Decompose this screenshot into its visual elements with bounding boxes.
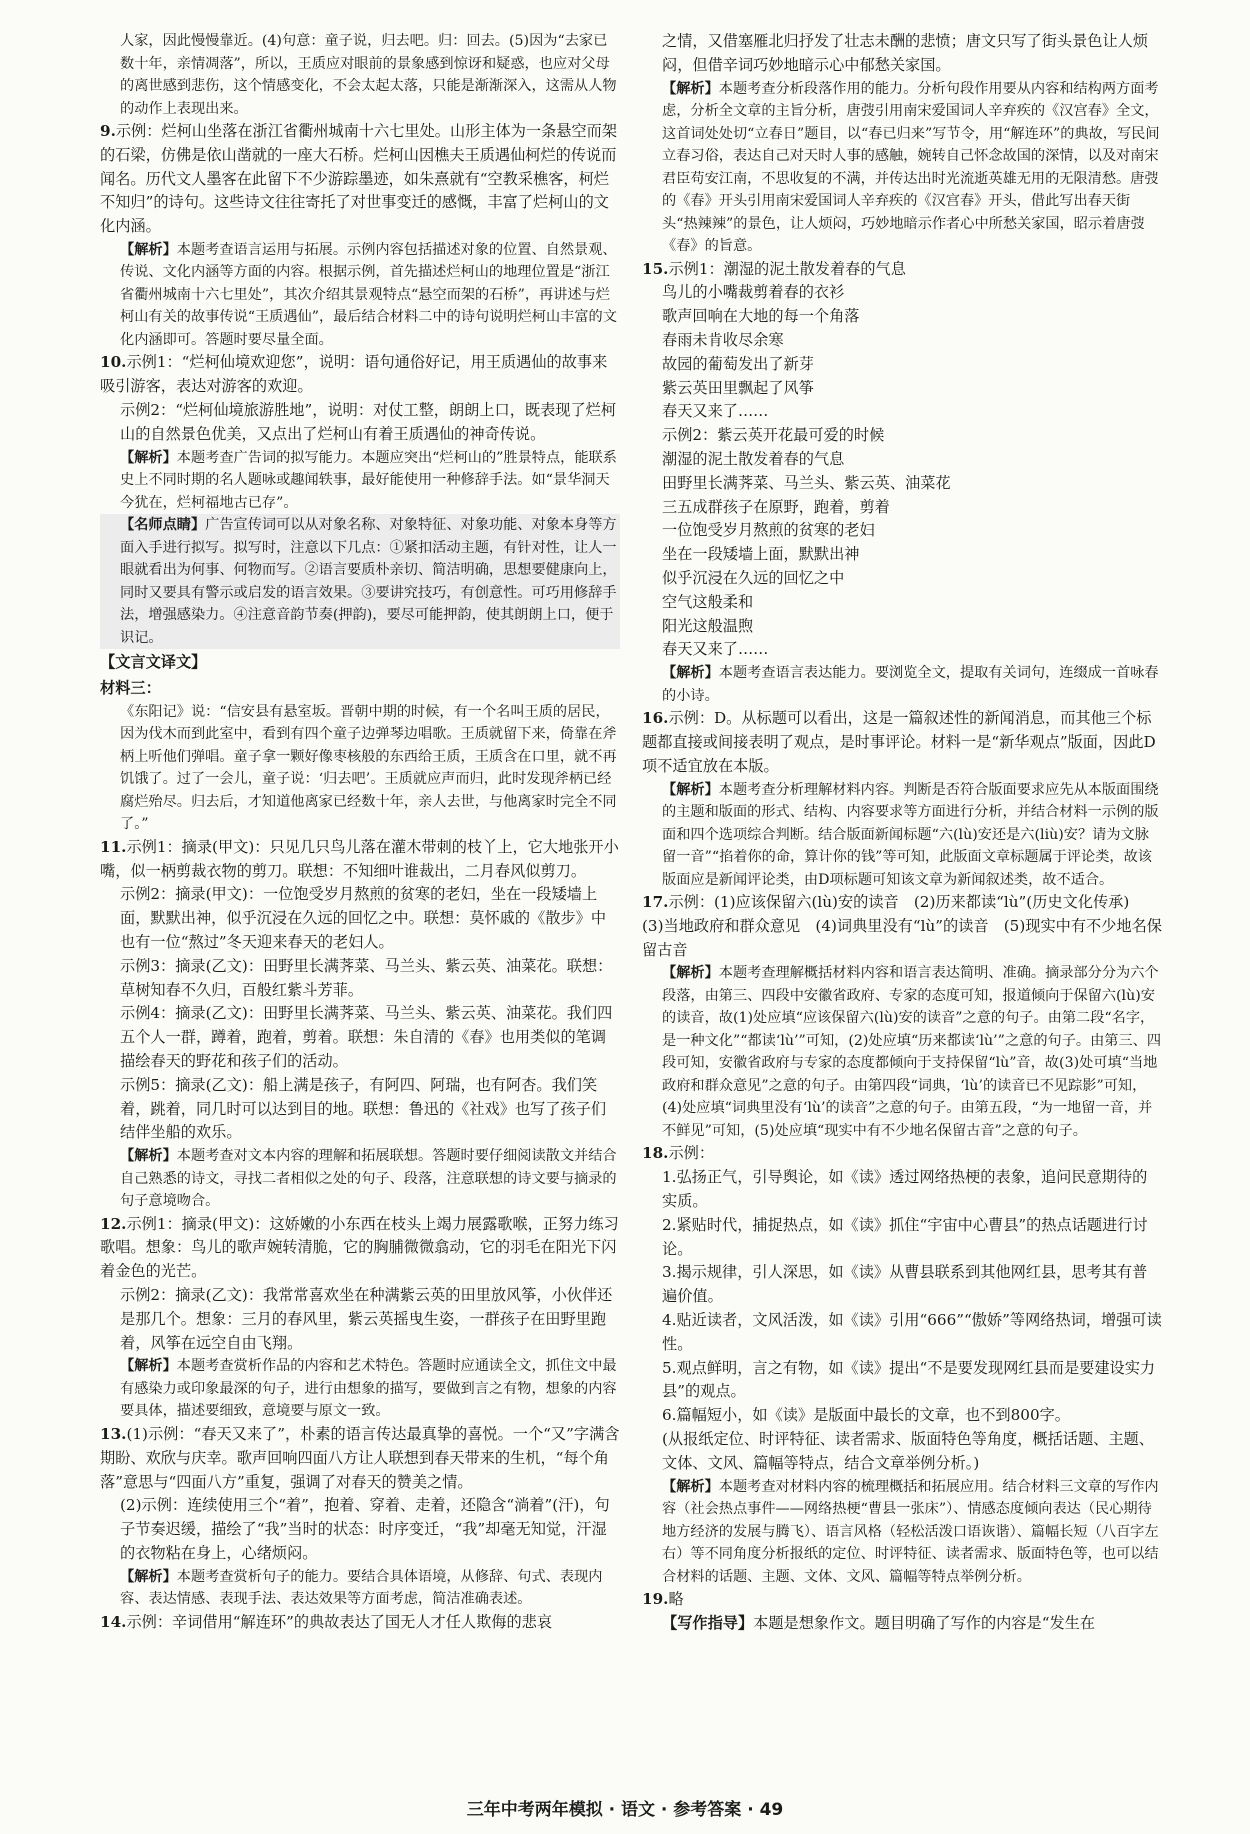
- paragraph: [642, 424, 1162, 448]
- paragraph-text: (1)示例：“春天又来了”，朴素的语言传达最真挚的喜悦。一个“又”字满含期盼、欢欣与庆幸。歌声回响四面八方让人联想到春天带来的生机，“每个角落”意思与“四面八方”重复，强调了对春天的赞美之情。: [100, 1424, 620, 1491]
- paragraph: [100, 701, 620, 836]
- paragraph: [100, 1002, 620, 1073]
- paragraph-text: 示例2：摘录(乙文)：我常常喜欢坐在种满紫云英的田里放风筝，小伙伴还是那几个。想象：三月的春风里，紫云英摇曳生姿，一群孩子在田野里跑着，风筝在远空自由飞翔。: [120, 1286, 613, 1352]
- question-number: 14.: [100, 1612, 127, 1631]
- paragraph: [100, 351, 620, 399]
- paragraph-text: 【文言文译文】: [100, 653, 207, 672]
- paragraph-text: 三五成群孩子在原野，跑着，剪着: [662, 497, 890, 516]
- paragraph: [642, 1214, 1162, 1262]
- paragraph: [642, 1612, 1162, 1636]
- paragraph-text: 广告宣传词可以从对象名称、对象特征、对象功能、对象本身等方面入手进行拟写。拟写时，注意以下几点：①紧扣活动主题，有针对性，让人一眼就看出为何事、何物而写。②语言要质朴亲切、简洁明确，思想要健康向上，同时又要具有警示或启发的语言效果。③要讲究技巧，有创意性。可巧用修辞手法，增强感染力。④注意音韵节奏(押韵)，要尽可能押韵，使其朗朗上口，便于识记。: [120, 517, 617, 646]
- analysis-tag: 【解析】: [120, 1568, 177, 1585]
- paragraph-text: 本题考查分析理解材料内容。判断是否符合版面要求应先从本版面围绕的主题和版面的形式、结构、内容要求等方面进行分析，并结合材料一示例的版面和四个选项综合判断。结合版面新闻标题“六(lù)安还是六(liù)安？请为文脉留一音”“掐着你的命，算计你的钱”等可知，此版面文章标题属于评论类，故该版面应是新闻评论类，由D项标题可知该文章为新闻叙述类，故不适合。: [662, 781, 1159, 888]
- paragraph: [642, 496, 1162, 520]
- paragraph: [100, 514, 620, 649]
- analysis-tag: 【解析】: [120, 449, 177, 466]
- paragraph: [642, 1166, 1162, 1214]
- paragraph-text: (2)示例：连续使用三个“着”，抱着、穿着、走着，还隐含“淌着”(汗)，句子节奏迟缓，描绘了“我”当时的状态：时序变迁，“我”却毫无知觉，汗湿的衣物粘在身上，心绪烦闷。: [120, 1496, 610, 1562]
- paragraph-text: 歌声回响在大地的每一个角落: [662, 307, 860, 326]
- paragraph: [642, 779, 1162, 892]
- paragraph: [100, 1566, 620, 1611]
- paragraph-text: 4.贴近读者，文风活泼，如《读》引用“666”“傲娇”等网络热词，增强可读性。: [662, 1311, 1162, 1353]
- paragraph-text: 春雨未肯收尽余寒: [662, 330, 784, 349]
- paragraph-text: 示例：辛词借用“解连环”的典故表达了国无人才任人欺侮的悲哀: [126, 1612, 553, 1631]
- paragraph-text: 春天又来了……: [662, 640, 769, 659]
- paragraph: [642, 400, 1162, 424]
- paragraph-text: 示例4：摘录(乙文)：田野里长满荠菜、马兰头、紫云英、油菜花。我们四五个人一群，蹲着，跑着，剪着。联想：朱自清的《春》也用类似的笔调描绘春天的野花和孩子们的活动。: [120, 1004, 613, 1070]
- paragraph: [642, 1476, 1162, 1589]
- paragraph-text: 一位饱受岁月熬煎的贫寒的老妇: [662, 521, 875, 540]
- question-number: 13.: [100, 1424, 127, 1443]
- paragraph-text: 田野里长满荠菜、马兰头、紫云英、油菜花: [662, 473, 951, 492]
- question-number: 11.: [100, 837, 127, 856]
- paragraph-text: 材料三：: [100, 678, 161, 697]
- analysis-tag: 【解析】: [120, 241, 177, 258]
- paragraph-text: 示例2：摘录(甲文)：一位饱受岁月熬煎的贫寒的老妇，坐在一段矮墙上面，默默出神，似乎沉浸在久远的回忆之中。联想：莫怀戚的《散步》中也有一位“熬过”冬天迎来春天的老妇人。: [120, 885, 606, 951]
- paragraph-text: 潮湿的泥土散发着春的气息: [662, 449, 845, 468]
- paragraph-text: 示例2：“烂柯仙境旅游胜地”，说明：对仗工整，朗朗上口，既表现了烂柯山的自然景色优美，又点出了烂柯山有着王质遇仙的神奇传说。: [120, 401, 617, 443]
- paragraph-text: 本题考查理解概括材料内容和语言表达简明、准确。摘录部分分为六个段落，由第三、四段中安徽省政府、专家的态度可知，报道倾向于保留六(lù)安的读音，故(1)处应填“应该保留六(lù)安的读音”之意的句子。由第二段“名字，是一种文化”“都读‘lù’”可知，(2)处应填“历来都读‘lù’”之意的句子。由第三、四段可知，安徽省政府与专家的态度都倾向于支持保留“lù”音，故(3)处可填“当地政府和群众意见”之意的句子。由第四段“词典，‘lù’的读音已不见踪影”可知，(4)处应填“词典里没有‘lù’的读音”之意的句子。由第五段，“为一地留一音，并不鲜见”可知，(5)处应填“现实中有不少地名保留古音”之意的句子。: [662, 965, 1162, 1139]
- question-number: 18.: [642, 1144, 669, 1163]
- paragraph-text: 春天又来了……: [662, 402, 769, 421]
- paragraph: [100, 1145, 620, 1213]
- paragraph-text: 本题考查语言运用与拓展。示例内容包括描述对象的位置、自然景观、传说、文化内涵等方面的内容。根据示例，首先描述烂柯山的地理位置是“浙江省衢州城南十六七里处”，其次介绍其景观特点“悬空而架的石桥”，再讲述与烂柯山有关的故事传说“王质遇仙”，最后结合材料二中的诗句说明烂柯山丰富的文化内涵即可。答题时要尽量全面。: [120, 241, 617, 348]
- paragraph: [642, 1142, 1162, 1166]
- question-number: 16.: [642, 709, 669, 728]
- analysis-tag: 【解析】: [662, 1478, 719, 1495]
- paragraph: [100, 399, 620, 447]
- paragraph: [642, 519, 1162, 543]
- paragraph: [100, 1284, 620, 1355]
- analysis-tag: 【写作指导】: [662, 1613, 754, 1632]
- paragraph-text: 示例1：摘录(甲文)：只见几只鸟儿落在灌木带刺的枝丫上，它大地张开小嘴，似一柄剪裁衣物的剪刀。联想：不知细叶谁裁出，二月春风似剪刀。: [100, 837, 619, 880]
- paragraph-text: 本题考查分析段落作用的能力。分析句段作用要从内容和结构两方面考虑，分析全文章的主旨分析，唐弢引用南宋爱国词人辛弃疾的《汉宫春》全文，这首词处处切“立春日”题目，以“春已归来”写节令，用“解连环”的典故，写民间立春习俗，表达自己对天时人事的感触，婉转自己怀念故国的深情，以及对南宋君臣苟安江南，不思收复的不满，并传达出时光流逝英雄无用的无限清愁。唐弢的《春》开头引用南宋爱国词人辛弃疾的《汉宫春》开头，借此写出春天街头“热辣辣”的景色，让人烦闷，巧妙地暗示作者心中所愁关家国，昭示着唐弢《春》的旨意。: [662, 80, 1160, 255]
- paragraph: [642, 1404, 1162, 1428]
- paragraph: [642, 1357, 1162, 1405]
- analysis-tag: 【解析】: [662, 781, 719, 798]
- analysis-tag: 【名师点睛】: [120, 517, 206, 534]
- paragraph: [642, 591, 1162, 615]
- paragraph-text: 示例：: [668, 1144, 714, 1163]
- paragraph: [100, 447, 620, 515]
- paragraph: [642, 962, 1162, 1142]
- paragraph: [642, 1261, 1162, 1309]
- paragraph: [642, 30, 1162, 78]
- question-number: 19.: [642, 1590, 669, 1609]
- paragraph-text: 示例1：摘录(甲文)：这娇嫩的小东西在枝头上竭力展露歌喉，正努力练习歌唱。想象：鸟儿的歌声婉转清脆，它的胸脯微微翕动，它的羽毛在阳光下闪着金色的光芒。: [100, 1214, 619, 1281]
- paragraph: [642, 281, 1162, 305]
- paragraph-text: 示例1：“烂柯仙境欢迎您”，说明：语句通俗好记，用王质遇仙的故事来吸引游客，表达对游客的欢迎。: [100, 353, 608, 396]
- paragraph-text: 示例1：潮湿的泥土散发着春的气息: [668, 259, 906, 278]
- paragraph: [100, 1611, 620, 1635]
- paragraph-text: 本题考查语言表达能力。要浏览全文，提取有关词句，连缀成一首咏春的小诗。: [662, 665, 1159, 704]
- paragraph-text: 《东阳记》说：“信安县有悬室坂。晋朝中期的时候，有一个名叫王质的居民，因为伐木而到此室中，看到有四个童子边弹琴边唱歌。王质就留下来，倚靠在斧柄上听他们弹唱。童子拿一颗好像枣核般的东西给王质，王质含在口里，就不再饥饿了。过了一会儿，童子说：‘归去吧’。王质就应声而归，此时发现斧柄已经腐烂殆尽。归去后，才知道他离家已经数十年，亲人去世，与他离家时完全不同了。”: [120, 703, 617, 833]
- paragraph-text: 故园的葡萄发出了新芽: [662, 354, 814, 373]
- paragraph-text: 本题考查赏析句子的能力。要结合具体语境，从修辞、句式、表现内容、表达情感、表现手法、表达效果等方面考虑，简洁准确表述。: [120, 1568, 603, 1608]
- paragraph: [642, 472, 1162, 496]
- paragraph: [100, 1213, 620, 1284]
- paragraph-text: 本题是想象作文。题目明确了写作的内容是“发生在: [753, 1613, 1096, 1632]
- paragraph-text: 人家，因此慢慢靠近。(4)句意：童子说，归去吧。归：回去。(5)因为“去家已数十年，亲情凋落”，所以，王质应对眼前的景象感到惊讶和疑惑，也应对父母的离世感到悲伤，这个情感变化，不会太起太落，只能是渐渐深入，这需从人物的动作上表现出来。: [120, 33, 617, 117]
- paragraph-text: 示例：(1)应该保留六(lù)安的读音 (2)历来都读“lù”(历史文化传承) (3)当地政府和群众意见 (4)词典里没有“lù”的读音 (5)现实中有不少地名保留古音: [642, 893, 1162, 959]
- paragraph: [100, 1423, 620, 1494]
- analysis-tag: 【解析】: [662, 665, 719, 682]
- paragraph-text: 5.观点鲜明，言之有物，如《读》提出“不是要发现网红县而是要建设实力县”的观点。: [662, 1358, 1156, 1401]
- paragraph-text: 空气这般柔和: [662, 592, 754, 611]
- paragraph: [642, 377, 1162, 401]
- paragraph-text: 示例：烂柯山坐落在浙江省衢州城南十六七里处。山形主体为一条悬空而架的石梁，仿佛是依山凿就的一座大石桥。烂柯山因樵夫王质遇仙柯烂的传说而闻名。历代文人墨客在此留下不少游踪墨迹，如朱熹就有“空教采樵客，柯烂不知归”的诗句。这些诗文往往寄托了对世事变迁的感慨，丰富了烂柯山的文化内涵。: [100, 122, 618, 236]
- paragraph: [100, 120, 620, 239]
- paragraph: [642, 707, 1162, 778]
- paragraph: [100, 836, 620, 884]
- paragraph: [642, 353, 1162, 377]
- paragraph-text: 似乎沉浸在久远的回忆之中: [662, 568, 845, 587]
- paragraph-text: 鸟儿的小嘴裁剪着春的衣衫: [662, 283, 845, 302]
- analysis-tag: 【解析】: [120, 1358, 177, 1375]
- paragraph: [100, 1355, 620, 1423]
- paragraph-text: 本题考查赏析作品的内容和艺术特色。答题时应通读全文，抓住文中最有感染力或印象最深的句子，进行由想象的描写，要做到言之有物，想象的内容要具体，描述要细致，意境要与原文一致。: [120, 1358, 617, 1420]
- paragraph: [642, 891, 1162, 962]
- paragraph-text: 略: [668, 1590, 684, 1609]
- paragraph: [642, 543, 1162, 567]
- page-footer: 三年中考两年模拟 · 语文 · 参考答案 · 49: [466, 1800, 784, 1820]
- paragraph-text: 示例3：摘录(乙文)：田野里长满荠菜、马兰头、紫云英、油菜花。联想：草树知春不久归，百般红紫斗芳菲。: [120, 956, 613, 999]
- paragraph-text: 2.紧贴时代，捕捉热点，如《读》抓住“宇宙中心曹县”的热点话题进行讨论。: [662, 1215, 1148, 1258]
- paragraph: [100, 651, 620, 675]
- paragraph: [100, 1494, 620, 1565]
- paragraph: [642, 448, 1162, 472]
- paragraph: [642, 638, 1162, 662]
- paragraph: [100, 955, 620, 1003]
- paragraph: [642, 615, 1162, 639]
- paragraph: [642, 1309, 1162, 1357]
- paragraph: [100, 677, 620, 701]
- paragraph-text: 坐在一段矮墙上面，默默出神: [662, 545, 860, 564]
- paragraph: [100, 1074, 620, 1145]
- paragraph-text: 本题考查广告词的拟写能力。本题应突出“烂柯山的”胜景特点，能联系史上不同时期的名人题咏或趣闻轶事，最好能使用一种修辞手法。如“景华洞天今犹在，烂柯福地古已存”。: [120, 449, 617, 511]
- question-number: 12.: [100, 1214, 127, 1233]
- right-column: [642, 30, 1162, 1636]
- paragraph: [642, 662, 1162, 707]
- paragraph-text: 1.弘扬正气，引导舆论，如《读》透过网络热梗的表象，追问民意期待的实质。: [662, 1168, 1148, 1211]
- paragraph: [642, 305, 1162, 329]
- paragraph-text: (从报纸定位、时评特征、读者需求、版面特色等角度，概括话题、主题、文体、文风、篇幅等特点，结合文章举例分析。): [662, 1429, 1154, 1472]
- paragraph: [642, 1428, 1162, 1476]
- paragraph: [100, 883, 620, 954]
- paragraph-text: 紫云英田里飘起了风筝: [662, 378, 814, 397]
- paragraph: [642, 78, 1162, 258]
- question-number: 10.: [100, 353, 127, 372]
- paragraph: [642, 329, 1162, 353]
- paragraph-text: 示例2：紫云英开花最可爱的时候: [662, 426, 885, 445]
- analysis-tag: 【解析】: [662, 80, 719, 97]
- paragraph-text: 示例：D。从标题可以看出，这是一篇叙述性的新闻消息，而其他三个标题都直接或间接表明了观点，是时事评论。材料一是“新华观点”版面，因此D项不适宜放在本版。: [642, 709, 1156, 775]
- paragraph-text: 本题考查对材料内容的梳理概括和拓展应用。结合材料三文章的写作内容（社会热点事件——网络热梗“曹县一张床”）、情感态度倾向表达（民心期待地方经济的发展与腾飞）、语言风格（轻松活泼口语诙谐）、篇幅长短（八百字左右）等不同角度分析报纸的定位、时评特征、读者需求、版面特色等，也可以结合材料的话题、主题、文体、文风、篇幅等特点举例分析。: [662, 1478, 1159, 1585]
- question-number: 17.: [642, 893, 669, 912]
- paragraph-text: 示例5：摘录(乙文)：船上满是孩子，有阿四、阿瑞，也有阿杏。我们笑着，跳着，同几时可以达到目的地。联想：鲁迅的《社戏》也写了孩子们结伴坐船的欢乐。: [120, 1075, 606, 1142]
- analysis-tag: 【解析】: [120, 1148, 177, 1165]
- analysis-tag: 【解析】: [662, 965, 719, 982]
- paragraph: [642, 567, 1162, 591]
- paragraph-text: 之情，又借塞雁北归抒发了壮志未酬的悲愤；唐文只写了街头景色让人烦闷，但借辛词巧妙地暗示心中郁愁关家国。: [662, 32, 1148, 74]
- paragraph: [100, 30, 620, 120]
- paragraph: [642, 1588, 1162, 1612]
- paragraph-text: 本题考查对文本内容的理解和拓展联想。答题时要仔细阅读散文并结合自己熟悉的诗文，寻找二者相似之处的句子、段落，注意联想的诗文要与摘录的句子意境吻合。: [120, 1148, 617, 1210]
- paragraph: [100, 239, 620, 352]
- paragraph-text: 6.篇幅短小，如《读》是版面中最长的文章，也不到800字。: [662, 1406, 1070, 1425]
- left-column: [100, 30, 620, 1636]
- question-number: 9.: [100, 122, 116, 140]
- paragraph-text: 3.揭示规律，引人深思，如《读》从曹县联系到其他网红县，思考其有普遍价值。: [662, 1263, 1148, 1306]
- paragraph-text: 阳光这般温煦: [662, 616, 754, 635]
- paragraph: [642, 258, 1162, 282]
- question-number: 15.: [642, 259, 669, 278]
